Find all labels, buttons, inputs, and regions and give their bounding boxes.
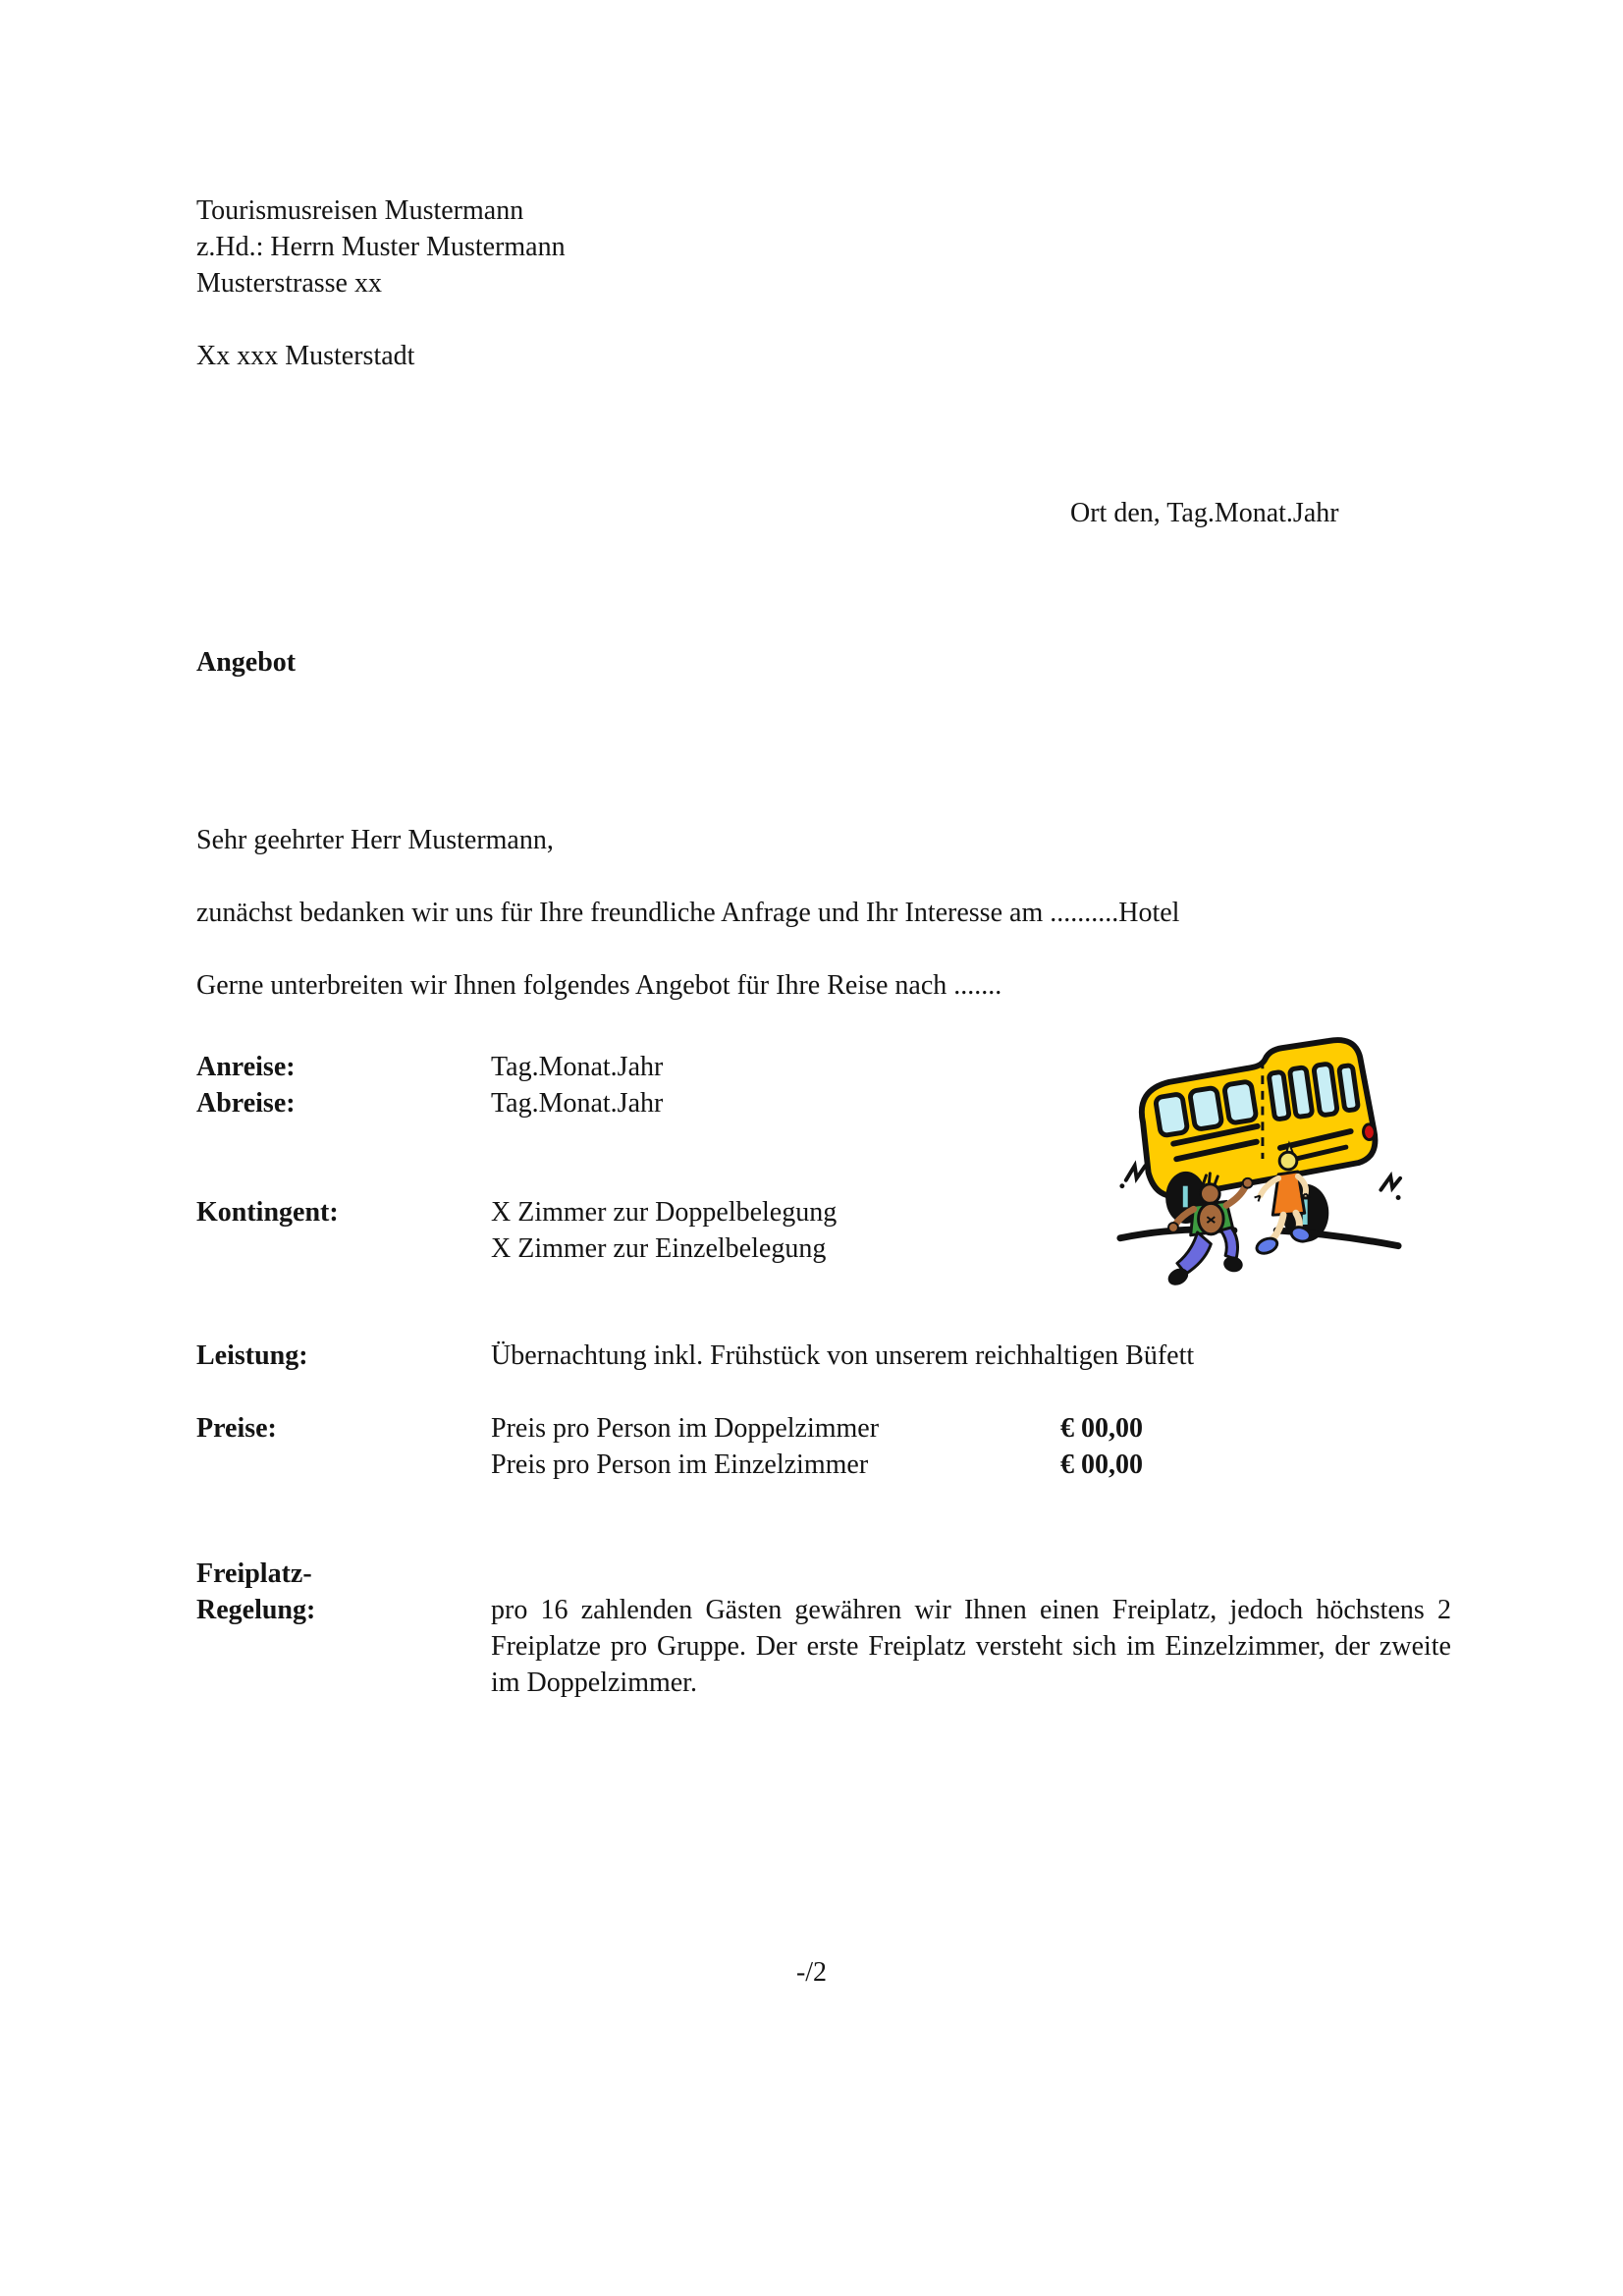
leistung-value: Übernachtung inkl. Frühstück von unserem reichhaltigen Büfett [491, 1340, 1195, 1371]
leistung-label: Leistung: [196, 1340, 308, 1371]
recipient-city-line: Xx xxx Musterstadt [196, 341, 415, 371]
freiplatz-text: pro 16 zahlenden Gästen gewähren wir Ihnen einen Freiplatz, jedoch höchstens 2 Freiplatze pro Gruppe. Der erste Freiplatz versteht sich im Einzelzimmer, der zweite im Doppelzimmer. [491, 1595, 1451, 1698]
salutation: Sehr geehrter Herr Mustermann, [196, 825, 554, 855]
date-line: Ort den, Tag.Monat.Jahr [1070, 498, 1339, 528]
kontingent-line1: X Zimmer zur Doppelbelegung [491, 1197, 838, 1228]
kontingent-label: Kontingent: [196, 1197, 339, 1228]
anreise-value: Tag.Monat.Jahr [491, 1052, 664, 1082]
school-bus-clipart [1114, 1037, 1404, 1298]
motion-lines-icon [1126, 1166, 1146, 1180]
page-number: -/2 [795, 1957, 828, 1988]
motion-lines-icon [1380, 1176, 1400, 1190]
abreise-value: Tag.Monat.Jahr [491, 1088, 664, 1119]
intro-paragraph-2: Gerne unterbreiten wir Ihnen folgendes Angebot für Ihre Reise nach ....... [196, 970, 1002, 1001]
preise-label: Preise: [196, 1413, 277, 1444]
freiplatz-label-line1: Freiplatz- [196, 1558, 312, 1589]
recipient-line: Musterstrasse xx [196, 268, 382, 299]
abreise-label: Abreise: [196, 1088, 296, 1119]
preise-row2-price: € 00,00 [1060, 1449, 1143, 1480]
anreise-label: Anreise: [196, 1052, 296, 1082]
freiplatz-label-line2: Regelung: [196, 1595, 316, 1625]
intro-paragraph-1: zunächst bedanken wir uns für Ihre freundliche Anfrage und Ihr Interesse am ..........Hotel [196, 898, 1180, 928]
preise-row1-text: Preis pro Person im Doppelzimmer [491, 1413, 880, 1444]
address-blank-line [196, 301, 566, 338]
kontingent-line2: X Zimmer zur Einzelbelegung [491, 1233, 827, 1264]
recipient-line: z.Hd.: Herrn Muster Mustermann [196, 232, 566, 262]
preise-row2-text: Preis pro Person im Einzelzimmer [491, 1449, 869, 1480]
subject-heading: Angebot [196, 647, 297, 678]
freiplatz-label [196, 1556, 315, 1628]
bus-body-group [1138, 1038, 1379, 1198]
recipient-line: Tourismusreisen Mustermann [196, 195, 524, 226]
recipient-address-block [196, 192, 566, 374]
preise-row1-price: € 00,00 [1060, 1413, 1143, 1444]
